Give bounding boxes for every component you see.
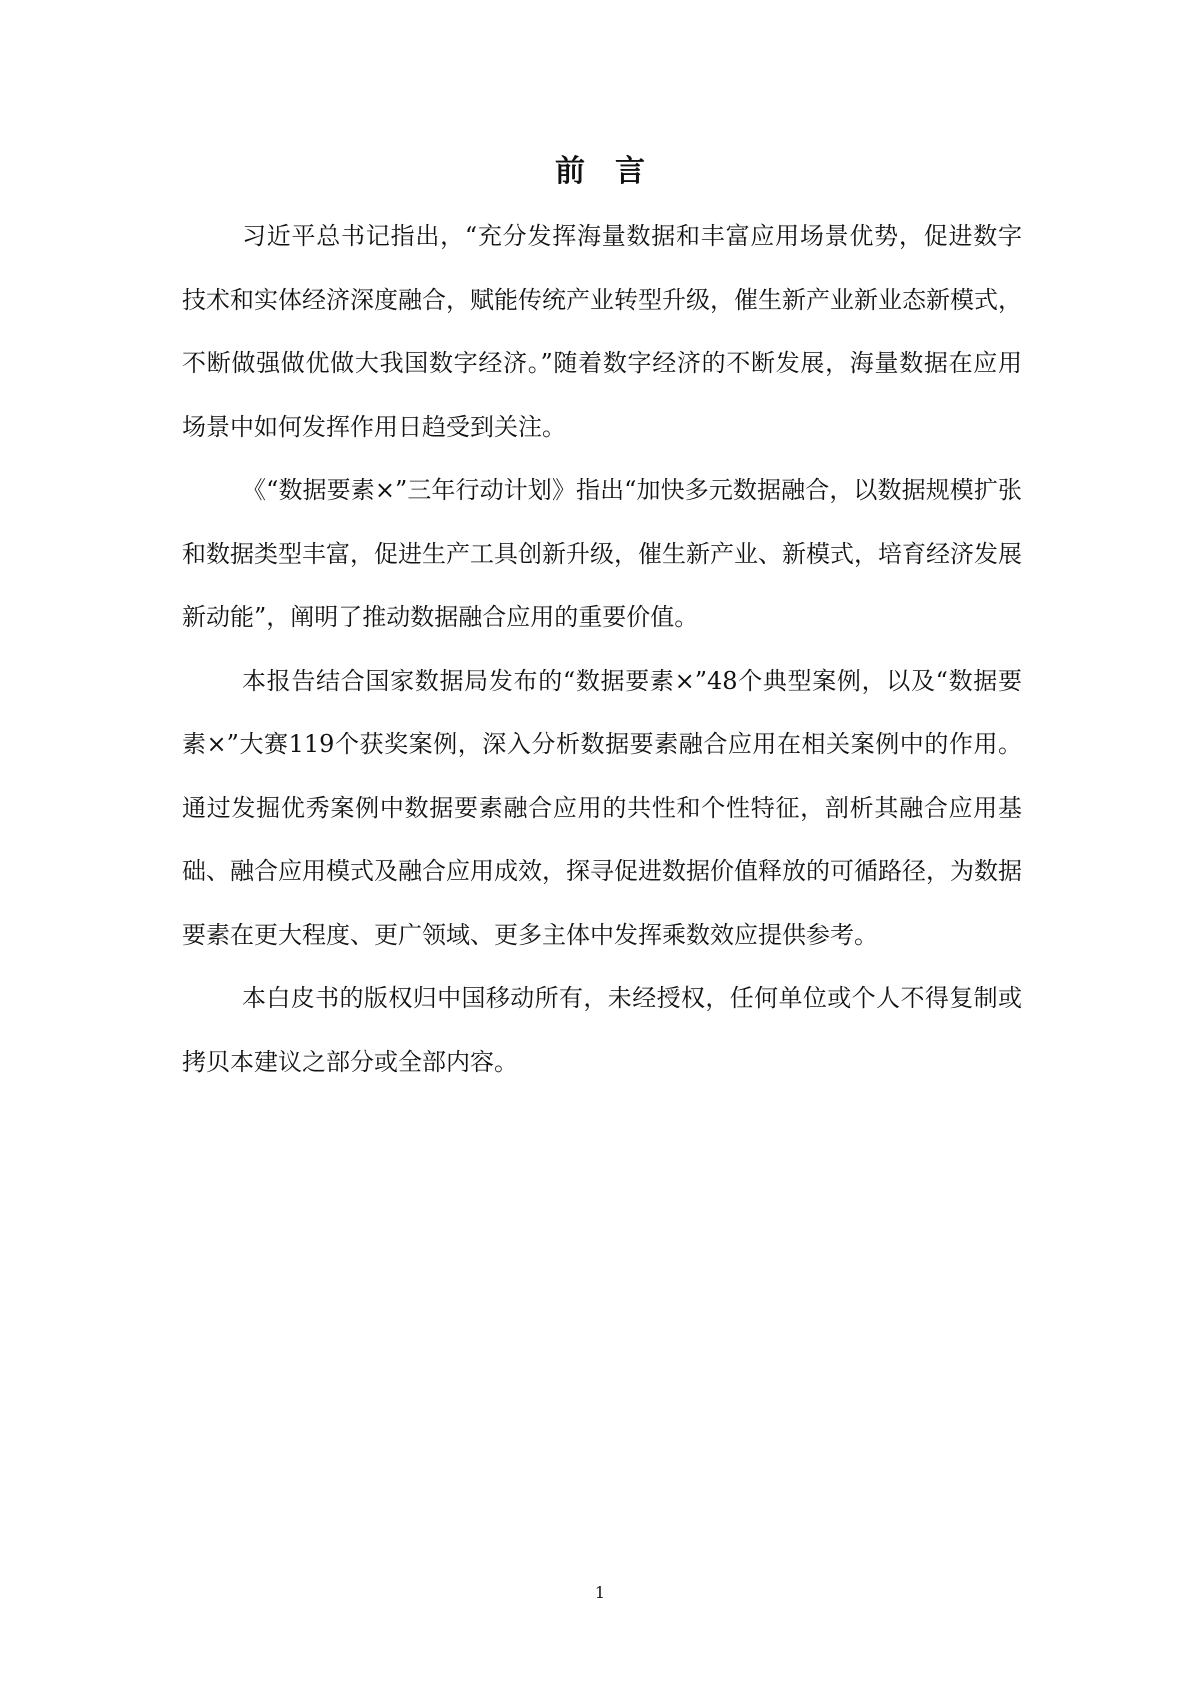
paragraph-3: 本报告结合国家数据局发布的“数据要素×”48个典型案例，以及“数据要素×”大赛119个获奖案例，深入分析数据要素融合应用在相关案例中的作用。通过发掘优秀案例中数据要素融合应用的共性和个性特征，剖析其融合应用基础、融合应用模式及融合应用成效，探寻促进数据价值释放的可循路径，为数据要素在更大程度、更广领域、更多主体中发挥乘数效应提供参考。 [182, 666, 1022, 949]
page-title: 前言 [555, 154, 675, 189]
paragraph-4: 本白皮书的版权归中国移动所有，未经授权，任何单位或个人不得复制或拷贝本建议之部分或全部内容。 [182, 984, 1022, 1076]
page-number: 1 [594, 1583, 606, 1602]
paragraph-2: 《“数据要素×”三年行动计划》指出“加快多元数据融合，以数据规模扩张和数据类型丰富，促进生产工具创新升级，催生新产业、新模式，培育经济发展新动能”，阐明了推动数据融合应用的重要价值。 [182, 476, 1022, 631]
paragraph-1: 习近平总书记指出，“充分发挥海量数据和丰富应用场景优势，促进数字技术和实体经济深度融合，赋能传统产业转型升级，催生新产业新业态新模式，不断做强做优做大我国数字经济。”随着数字经济的不断发展，海量数据在应用场景中如何发挥作用日趋受到关注。 [182, 222, 1022, 441]
preface-body [182, 205, 1022, 1094]
